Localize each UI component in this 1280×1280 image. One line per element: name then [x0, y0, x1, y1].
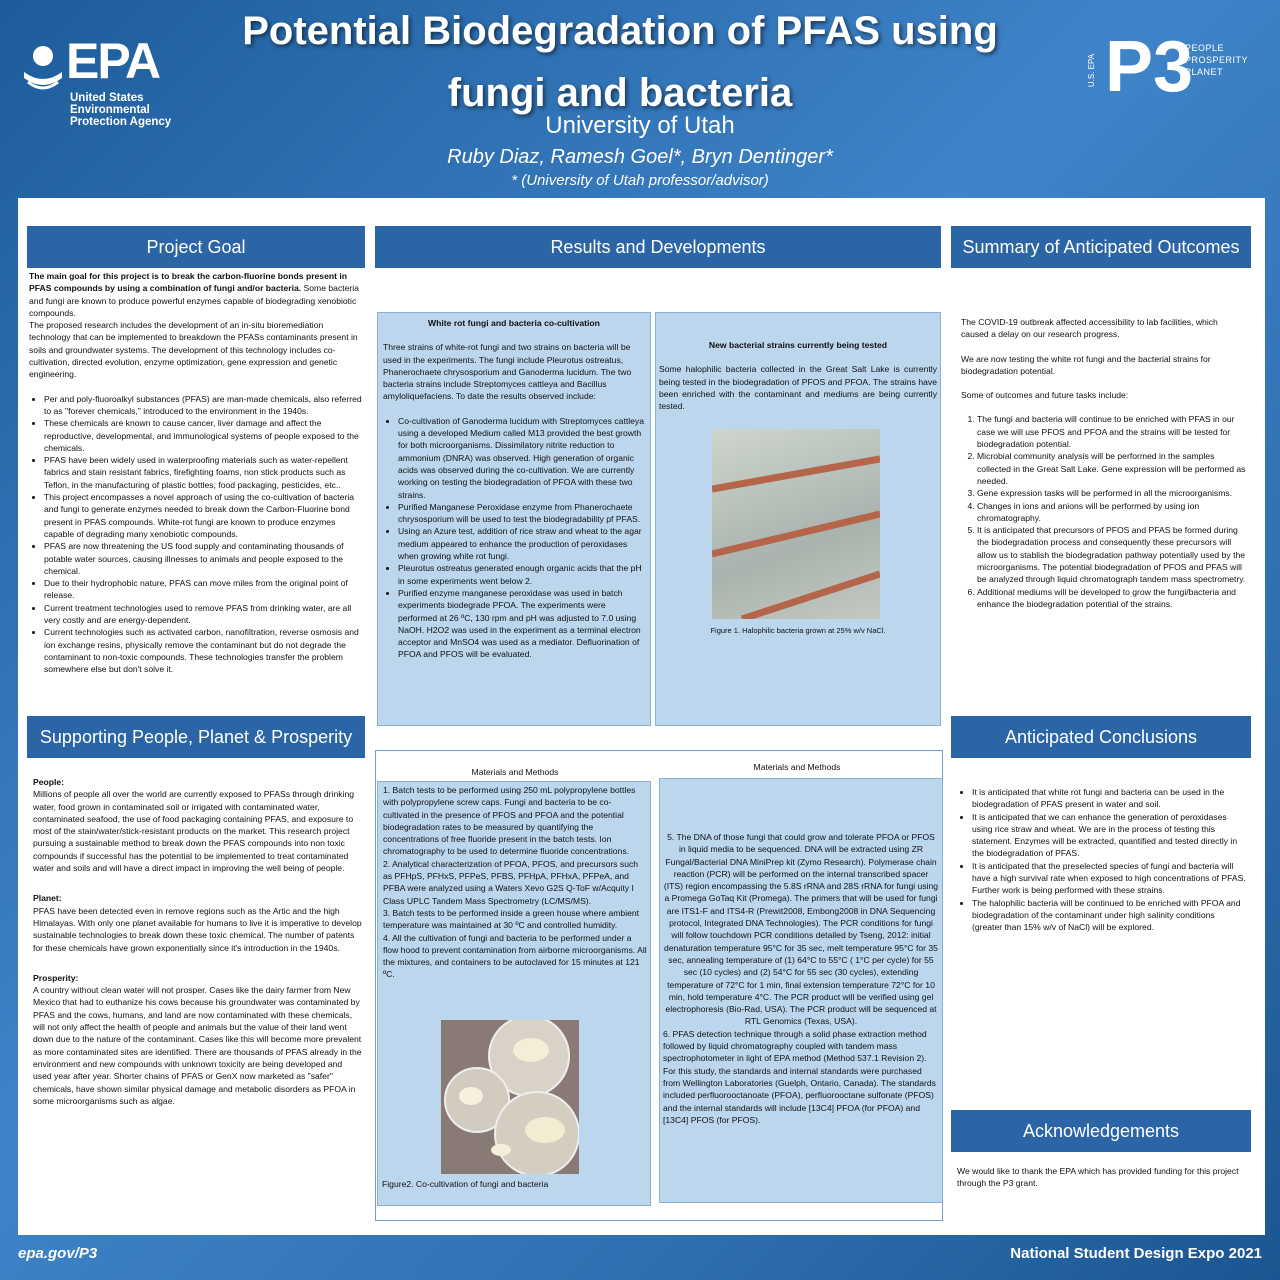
- list-item: • Using an Azure test, addition of rice straw and wheat to the agar medium appeared to enhance the production of peroxidases when growing white rot fungi.: [398, 525, 645, 562]
- figure2-caption: Figure2. Co-cultivation of fungi and bacteria: [382, 1179, 549, 1189]
- list-item: 1. Batch tests to be performed using 250 mL polypropylene bottles with polypropylene screw caps. Fungi and bacteria to be co-cultivated in the presence of PFOS and PFOA and the potential biodegradation rates to be measured by quantifying the concentrations of free fluoride present in the batch tests. Ion chromatography to be used to determine fluoride concentrations.: [383, 785, 636, 857]
- list-item: 4. Changes in ions and anions will be performed by using ion chromatography.: [977, 500, 1246, 525]
- conclusions-bullets: [957, 786, 1247, 934]
- poster-title: Potential Biodegradation of PFAS using fungi and bacteria: [242, 9, 998, 115]
- epa-logo: [20, 33, 190, 135]
- footer-event: National Student Design Expo 2021: [1010, 1245, 1262, 1262]
- list-item: 2. Microbial community analysis will be performed in the samples collected in the Great Salt Lake. Gene expression will be performed as needed.: [977, 450, 1246, 487]
- supporting-text: People: Millions of people all over the world are currently exposed to PFASs through drinking water, food grown in contaminated soil or irrigated with contaminated water, contaminated seafood, the use of food packaging containing PFAS, and exposure to most of the stain/water/stick-resistant products on the market. This research project pursuing a sustainable method to break down the PFAS compounds into non toxic compounds if successful has the potential to be implemented to treat contaminated water and soils and will have a direct impact in improving the well being of people. Planet: PFAS have been detected even in remove regions such as the Artic and the high Himalayas. With only one planet available for humans to live it is imperative to develop sustainable technologies to break down these toxic chemical. The number of patents for these chemicals have grown exponentially since it's introduction in the 1940s. Prosperity: A country without clean water will not prosper. Cases like the dairy farmer from New Mexico that had to euthanize his cows because his groundwater was contaminated by PFAS and the cows, humans, and land are now contaminated with these chemicals, will not only affect the health of people and animals but the value of their land went down due to the nature of the contaminant. Cases like this will become more prevalent as more contaminated sites are identified. There are thousands of PFAS already in the environment and new compounds with unknown toxicity are being developed and used year after year. Shorter chains of PFAS or GenX now marketed as "safer" chemicals, have shown similar physical damage and metabolic disorders as PFOA in some microorganisms such as algae.: [33, 777, 362, 1106]
- list-item: • Per and poly-fluoroalkyl substances (PFAS) are man-made chemicals, also referred to as "forever chemicals," introduced to the environment in the 1940s.: [44, 393, 363, 418]
- project-goal-heading: Project Goal: [27, 226, 365, 268]
- results-left-title: White rot fungi and bacteria co-cultivation: [428, 318, 600, 328]
- list-item: • PFAS are now threatening the US food supply and contaminating thousands of potable water sources, causing illnesses to animals and people exposed to the chemical.: [44, 540, 363, 577]
- supporting-heading: Supporting People, Planet & Prosperity: [27, 716, 365, 758]
- list-item: • Purified Manganese Peroxidase enzyme from Phanerochaete chrysosporium will be used to test the biodegradability pf PFAS.: [398, 501, 645, 526]
- summary-list: [961, 413, 1246, 610]
- list-item: • The halophilic bacteria will be continued to be enriched with PFOA and biodegradation of the contaminant under high salinity conditions (greater than 15% w/v of NaCl) will be explored.: [972, 897, 1247, 934]
- methods-left-title: Materials and Methods: [471, 767, 559, 777]
- list-item: 6. Additional mediums will be developed to grow the fungi/bacteria and enhance the biodegradation potential of the strains.: [977, 586, 1246, 611]
- figure1-photo: [712, 429, 880, 619]
- conclusions-heading: Anticipated Conclusions: [951, 716, 1251, 758]
- list-item: 2. Analytical characterization of PFOA, PFOS, and precursors such as PFHpS, PFHxS, PFPeS, PFBS, PFHpA, PFHxA, PFPeA, and PFBA were analyzed using a Waters Xevo G2S Q-ToF w/Acquity I Class UPLC Tandem Mass Spectrometry (LC/MS/MS).: [383, 858, 639, 906]
- figure2-photo: [441, 1020, 579, 1174]
- results-right-box: [655, 312, 941, 726]
- results-left-bullets: [383, 415, 645, 661]
- list-item: 3. Batch tests to be performed inside a green house where ambient temperature was maintained at 30 ºC and controlled humidity.: [383, 907, 640, 931]
- list-item: • Co-cultivation of Ganoderma lucidum with Streptomyces cattleya using a developed Medium called M13 provided the best growth for both microorganisms. Dissimilatory nitrite reduction to ammonium (DNRA) was observed. High generation of organic acids was observed during the co-cultivation. We are currently working on testing the biodegradation of PFOA with these two strains.: [398, 415, 645, 501]
- acknowledgements-text: We would like to thank the EPA which has provided funding for this project through the P3 grant.: [957, 1166, 1239, 1189]
- project-goal-bullets: [29, 393, 363, 676]
- poster-body: [18, 198, 1265, 1235]
- list-item: • These chemicals are known to cause cancer, liver damage and affect the reproductive, developmental, and immunological systems of people exposed to the chemicals.: [44, 417, 363, 454]
- conclusions-text: [957, 786, 1247, 934]
- list-item: • It is anticipated that the preselected species of fungi and bacteria will have a high survival rate when exposed to high concentrations of PFAS. Further work is being performed with these strains.: [972, 860, 1247, 897]
- methods-right-box: [659, 778, 943, 1203]
- project-goal-text: The main goal for this project is to break the carbon-fluorine bonds present in PFAS compounds by using a combination of fungi and/or bacteria. Some bacteria and fungi are known to produce powerful enzymes capable of biodegrading xenobiotic compounds. The proposed research includes the development of an in-situ bioremediation technology that can be implemented to breakdown the PFASs contaminants present in soils and groundwater systems. The development of this technology includes co-cultivation, directed evolution, enzyme optimization, gene expression and genetic engineering. • Per and poly-fluoroalkyl substances (PFAS) are man-made chemicals, also referred to as "forever chemicals," introduced to the environment in the 1940s. • These chemicals are known to cause cancer, liver damage and affect the reproductive, developmental, and immunological systems of people exposed to the chemicals. • PFAS have been widely used in waterproofing materials such as water-repellent fabrics and stain resistant fabrics, firefighting foams, non stick products such as Teflon, in the manufacturing of plastic bottles, food packaging, pesticides, etc.. • This project encompasses a novel approach of using the co-cultivation of bacteria and fungi to generate enzymes needed to break down the Carbon-Fluorine bond present in PFAS compounds. White-rot fungi are known to produce enzymes capable of degrading many xenobiotic compounds. • PFAS are now threatening the US food supply and contaminating thousands of potable water sources, causing illnesses to animals and people exposed to the chemical. • Due to their hydrophobic nature, PFAS can move miles from the original point of release. • Current treatment technologies used to remove PFAS from drinking water, are all very costly and are energy-dependent. • Current technologies such as activated carbon, nanofiltration, reverse osmosis and ion exchange resins, physically remove the contaminant but do not degrade the contaminant to non-toxic compounds. These technologies transfer the problem somewhere else but don't solve it.: [29, 270, 363, 676]
- petri-dishes-image: [441, 1020, 579, 1174]
- list-item: • Pleurotus ostreatus generated enough organic acids that the pH in some experiments went below 2.: [398, 562, 645, 587]
- methods-right-title: Materials and Methods: [753, 762, 841, 772]
- list-item: 4. All the cultivation of fungi and bacteria to be performed under a flow hood to prevent contamination from airborne microorganisms. All the mixtures, and containers to be autoclaved for 15 minutes at 121 ºC.: [383, 932, 647, 980]
- methods-left-box: [377, 781, 651, 1206]
- list-item: • It is anticipated that white rot fungi and bacteria can be used in the biodegradation of PFAS present in water and soil.: [972, 786, 1247, 811]
- p3-logo: [1085, 27, 1265, 118]
- list-item: • It is anticipated that we can enhance the generation of peroxidases using rice straw and wheat. We are in the process of testing this statement. Enzymes will be extracted, quantified and tested directly in the biodegradation of PFAS.: [972, 811, 1247, 860]
- epa-wordmark: EPA: [66, 33, 160, 89]
- acknowledgements-heading: Acknowledgements: [951, 1110, 1251, 1152]
- p3-vertical-label: U.S. EPA: [1087, 53, 1097, 88]
- method-item-5: 5. The DNA of those fungi that could grow and tolerate PFOA or PFOS in liquid media to be sequenced. DNA will be extracted using ZR Fungal/Bacterial DNA MiniPrep kit (Zymo Research). Polymerase chain reaction (PCR) will be performed on the internal transcribed spacer (ITS) region encompassing the 5.8S rRNA and 28S rRNA for fungi using a Promega GoTaq Kit (Promega). The primers that will be used for fungi are ITS1-F and ITS4-R (Prewit2008, Embong2008 in DNA Sequencing protocol, Integrated DNA Technologies). The PCR conditions for fungi will follow touchdown PCR conditions detailed by Tseng, 2012: initial denaturation temperature 95°C for 35 sec, melt temperature 95°C for 35 sec, annealing temperature of (1) 64°C to 55°C ( 1°C per cycle) for 55 sec (10 cycles) and (2) 54°C for 55 sec (30 cycles), extending temperature of 72°C for 1 min, final extension temperature 72°C for 10 min, hold temperature 4°C. The PCR product will be verified using gel electrophoresis (Bio-Rad, USA). The PCR product will be sequenced at RTL Genomics (Texas, USA).: [663, 832, 939, 1027]
- results-heading: Results and Developments: [375, 226, 941, 268]
- results-right-text: Some halophilic bacteria collected in the Great Salt Lake is currently being tested in the biodegradation of PFOS and PFOA. The strains have been enriched with the contaminant and mediums are being currently tested.: [659, 364, 937, 412]
- p3-wordmark: P3: [1105, 27, 1194, 107]
- summary-heading: Summary of Anticipated Outcomes: [951, 226, 1251, 268]
- list-item: • Purified enzyme manganese peroxidase was used in batch experiments biodegrade PFOA. The experiments were performed at 26 ºC, 130 rpm and pH was adjusted to 7.0 using NaOH. H2O2 was used in the experiment as a terminal electron acceptor and MnSO4 was used as a mediator. Defluorination of PFOA and PFOS will be evaluated.: [398, 587, 645, 661]
- results-left-box: [377, 312, 651, 726]
- results-right-title: New bacterial strains currently being tested: [708, 340, 888, 350]
- list-item: • Current treatment technologies used to remove PFAS from drinking water, are all very costly and are energy-dependent.: [44, 602, 363, 627]
- footer-url: epa.gov/P3: [18, 1245, 98, 1262]
- results-left-intro: Three strains of white-rot fungi and two strains on bacteria will be used in the experiments. The fungi include Pleurotus ostreatus, Phanerochaete chrysosporium and Ganoderma lucidum. The two bacteria strains include Streptomyces cattleya and Bacillus amyloliquefaciens. To date the results observed include:: [383, 342, 632, 402]
- authors: Ruby Diaz, Ramesh Goel*, Bryn Dentinger*: [447, 146, 833, 168]
- list-item: 1. The fungi and bacteria will continue to be enriched with PFAS in our case we will use PFOS and PFOA and the strains will be tested for biodegradation potential.: [977, 413, 1246, 450]
- figure1-caption: Figure 1. Halophilic bacteria grown at 25% w/v NaCl.: [710, 626, 886, 635]
- list-item: 5. It is anticipated that precursors of PFOS and PFAS be formed during the biodegradation process and consequently these precursors will allow us to stablish the biodegradation pathway potentially used by the microorganisms. The potential biodegradation of PFOS and PFAS will be analyzed through liquid chromatograph tandem mass spectrometry.: [977, 524, 1246, 585]
- advisor-note: * (University of Utah professor/advisor): [511, 172, 769, 189]
- halophilic-bacteria-image: [712, 429, 880, 619]
- list-item: • This project encompasses a novel approach of using the co-cultivation of bacteria and fungi to generate enzymes needed to break down the Carbon-Fluorine bond present in PFAS compounds. White-rot fungi are known to produce enzymes capable of degrading many xenobiotic compounds.: [44, 491, 363, 540]
- epa-flower-icon: [20, 42, 66, 94]
- method-item-6: 6. PFAS detection technique through a solid phase extraction method followed by liquid chromatography coupled with tandem mass spectrophotometer in light of EPA method (Method 537.1 Revision 2). For this study, the standards and internal standards were purchased from Wellington Laboratories (Guelph, Ontario, Canada). The standards included perfluorooctanoate (PFOA), perfluorooctane sulfonate (PFOS) and the internal standards will include [13C4] PFOA (for PFOA) and [13C4] PFOS (for PFOS).: [663, 1028, 936, 1125]
- list-item: • Due to their hydrophobic nature, PFAS can move miles from the original point of release.: [44, 577, 363, 602]
- list-item: • PFAS have been widely used in waterproofing materials such as water-repellent fabrics and stain resistant fabrics, firefighting foams, non stick products such as Teflon, in the manufacturing of plastic bottles, food packaging, pesticides, etc..: [44, 454, 363, 491]
- summary-text: The COVID-19 outbreak affected accessibility to lab facilities, which caused a delay on our research progress. We are now testing the white rot fungi and the bacterial strains for biodegradation potential. Some of outcomes and future tasks include: 1. The fungi and bacteria will continue to be enriched with PFAS in our case we will use PFOS and PFOA and the strains will be tested for biodegradation potential. 2. Microbial community analysis will be performed in the samples collected in the Great Salt Lake. Gene expression will be performed as needed. 3. Gene expression tasks will be performed in all the microorganisms. 4. Changes in ions and anions will be performed by using ion chromatography. 5. It is anticipated that precursors of PFOS and PFAS be formed during the biodegradation process and consequently these precursors will allow us to stablish the biodegradation pathway potentially used by the microorganisms. The potential biodegradation of PFOS and PFAS will be analyzed through liquid chromatograph tandem mass spectrometry. 6. Additional mediums will be developed to grow the fungi/bacteria and enhance the biodegradation potential of the strains.: [961, 316, 1246, 610]
- institution: University of Utah: [545, 112, 735, 139]
- epa-agency-name: United States Environmental Protection Agency: [70, 92, 172, 128]
- p3-taglines: PEOPLE PROSPERITY PLANET: [1185, 43, 1249, 77]
- list-item: • Current technologies such as activated carbon, nanofiltration, reverse osmosis and ion exchange resins, physically remove the contaminant but do not degrade the contaminant to non-toxic compounds. These technologies transfer the problem somewhere else but don't solve it.: [44, 626, 363, 675]
- list-item: 3. Gene expression tasks will be performed in all the microorganisms.: [977, 487, 1246, 499]
